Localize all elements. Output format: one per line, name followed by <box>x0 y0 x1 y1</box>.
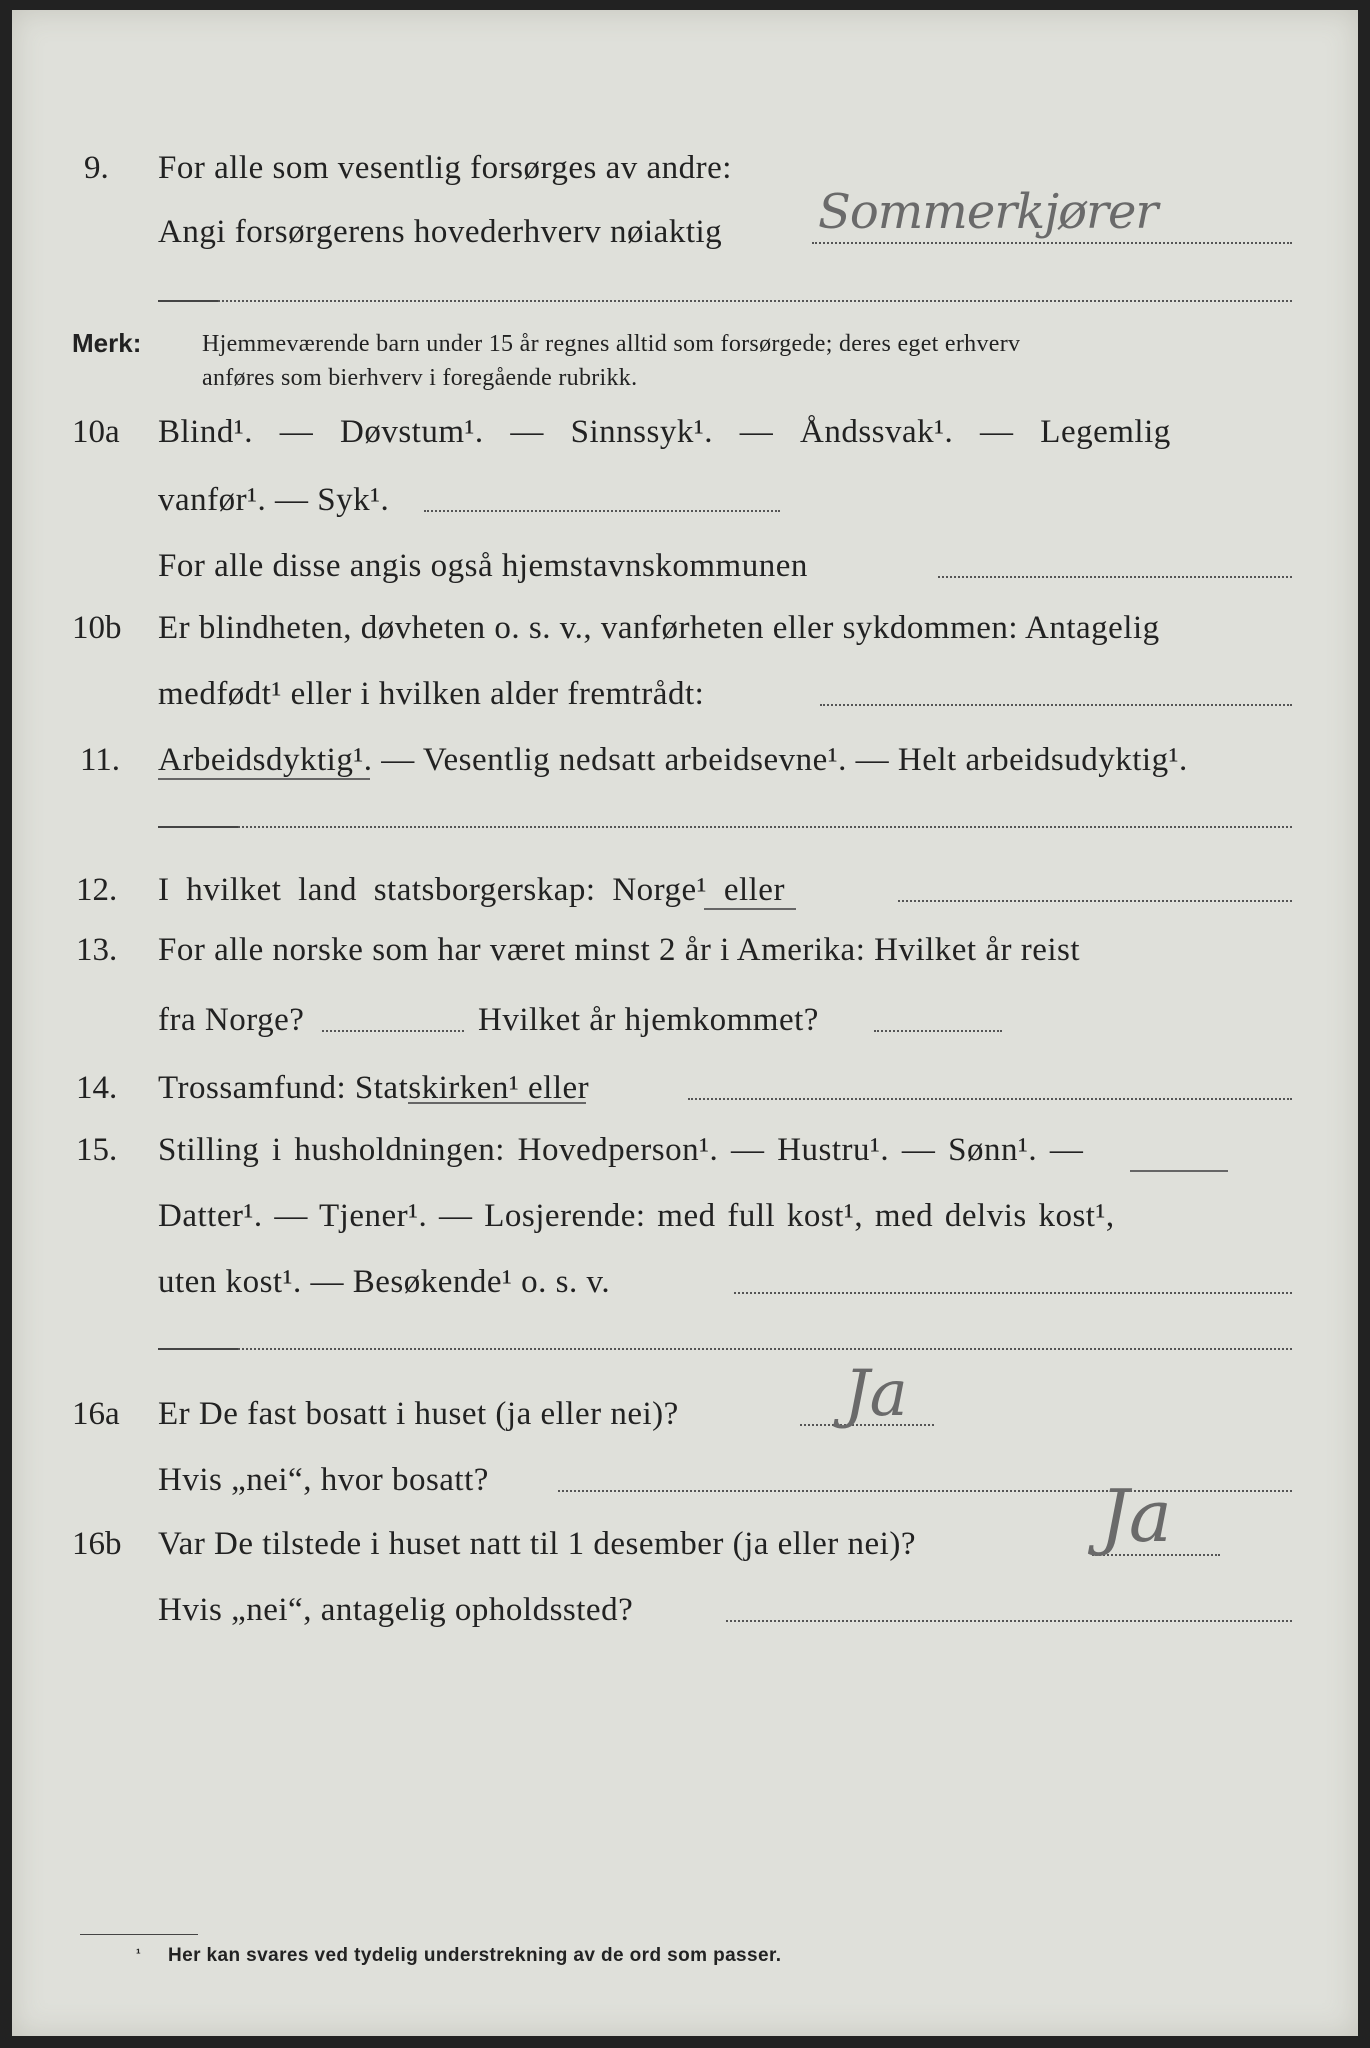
q15-second-dotted-line <box>238 1348 1292 1350</box>
q14-dotted-line <box>688 1098 1292 1100</box>
q13-text-line2b: Hvilket år hjemkommet? <box>478 1002 819 1038</box>
q15-number: 15. <box>76 1132 118 1168</box>
census-form-page <box>12 10 1358 2036</box>
q16b-text-line2: Hvis „nei“, antagelig opholdssted? <box>158 1592 634 1628</box>
q10a-text-line2: vanfør¹. — Syk¹. <box>158 482 390 518</box>
q13-text-line2a: fra Norge? <box>158 1002 305 1038</box>
q15-dotted-line <box>734 1292 1292 1294</box>
q13-hjemkommet-dotted-line <box>874 1030 1002 1032</box>
q11-arbeidsdyktig-underline <box>158 778 370 780</box>
q12-norge-underline <box>704 908 796 910</box>
merk-text-line1: Hjemmeværende barn under 15 år regnes alltid som forsørgede; deres eget erhverv <box>202 331 1021 357</box>
q9-second-dotted-line <box>158 300 1292 302</box>
q10a-text-line3: For alle disse angis også hjemstavnskommunen <box>158 548 808 584</box>
q16b-handwritten-answer: Ja <box>1100 1474 1172 1558</box>
q14-statskirken-underline <box>408 1102 586 1104</box>
q15-text-line1: Stilling i husholdningen: Hovedperson¹. — Hustru¹. — Sønn¹. — <box>158 1132 1084 1168</box>
q12-text-line1: I hvilket land statsborgerskap: Norge¹ eller <box>158 872 785 908</box>
q14-text-line1: Trossamfund: Statskirken¹ eller <box>158 1070 590 1106</box>
q9-text-line1: For alle som vesentlig forsørges av andre: <box>158 150 732 186</box>
q9-text-line2: Angi forsørgerens hovederhverv nøiaktig <box>158 214 723 250</box>
q10a-text-line1: Blind¹. — Døvstum¹. — Sinnssyk¹. — Åndssvak¹. — Legemlig <box>158 414 1171 450</box>
q16b-text-line1: Var De tilstede i huset natt til 1 desember (ja eller nei)? <box>158 1526 916 1562</box>
q16a-text-line2: Hvis „nei“, hvor bosatt? <box>158 1462 489 1498</box>
q14-number: 14. <box>76 1070 118 1106</box>
footnote-mark: ¹ <box>136 1945 141 1961</box>
q10b-dotted-line <box>820 704 1292 706</box>
footnote-rule <box>80 1934 198 1935</box>
q16b-number: 16b <box>72 1526 122 1562</box>
q9-line-start <box>158 300 218 302</box>
q16a-bosatt-dotted-line <box>558 1490 1292 1492</box>
merk-label: Merk: <box>72 328 142 358</box>
q16b-opholdssted-dotted-line <box>726 1620 1292 1622</box>
q11-text-line1: Arbeidsdyktig¹. — Vesentlig nedsatt arbeidsevne¹. — Helt arbeidsudyktig¹. <box>158 742 1188 778</box>
q10b-number: 10b <box>72 610 122 646</box>
q16a-number: 16a <box>72 1396 120 1432</box>
q15-line-start <box>158 1348 238 1350</box>
q9-number: 9. <box>84 150 109 186</box>
q15-sonn-underline <box>1130 1170 1228 1172</box>
q10a-hjemstavn-dotted-line <box>938 576 1292 578</box>
q13-number: 13. <box>76 932 118 968</box>
q10b-text-line2: medfødt¹ eller i hvilken alder fremtrådt: <box>158 676 705 712</box>
q12-dotted-line <box>898 900 1292 902</box>
q10a-syk-dotted-line <box>424 510 780 512</box>
q11-line-start <box>158 826 238 828</box>
q12-number: 12. <box>76 872 118 908</box>
q15-text-line3: uten kost¹. — Besøkende¹ o. s. v. <box>158 1264 611 1300</box>
q16a-handwritten-answer: Ja <box>844 1357 908 1431</box>
q16a-text-line1: Er De fast bosatt i huset (ja eller nei)? <box>158 1396 679 1432</box>
q9-handwritten-answer: Sommerkjører <box>818 184 1158 240</box>
footnote-text: Her kan svares ved tydelig understrekning av de ord som passer. <box>168 1945 782 1966</box>
q15-text-line2: Datter¹. — Tjener¹. — Losjerende: med full kost¹, med delvis kost¹, <box>158 1198 1115 1234</box>
q9-answer-dotted-line <box>812 242 1292 244</box>
q10a-number: 10a <box>72 414 120 450</box>
q11-dotted-line <box>238 826 1292 828</box>
q10b-text-line1: Er blindheten, døvheten o. s. v., vanførheten eller sykdommen: Antagelig <box>158 610 1160 646</box>
q13-text-line1: For alle norske som har været minst 2 år i Amerika: Hvilket år reist <box>158 932 1081 968</box>
q13-reist-dotted-line <box>322 1030 464 1032</box>
merk-text-line2: anføres som bierhverv i foregående rubrikk. <box>202 365 638 391</box>
q11-number: 11. <box>80 742 121 778</box>
